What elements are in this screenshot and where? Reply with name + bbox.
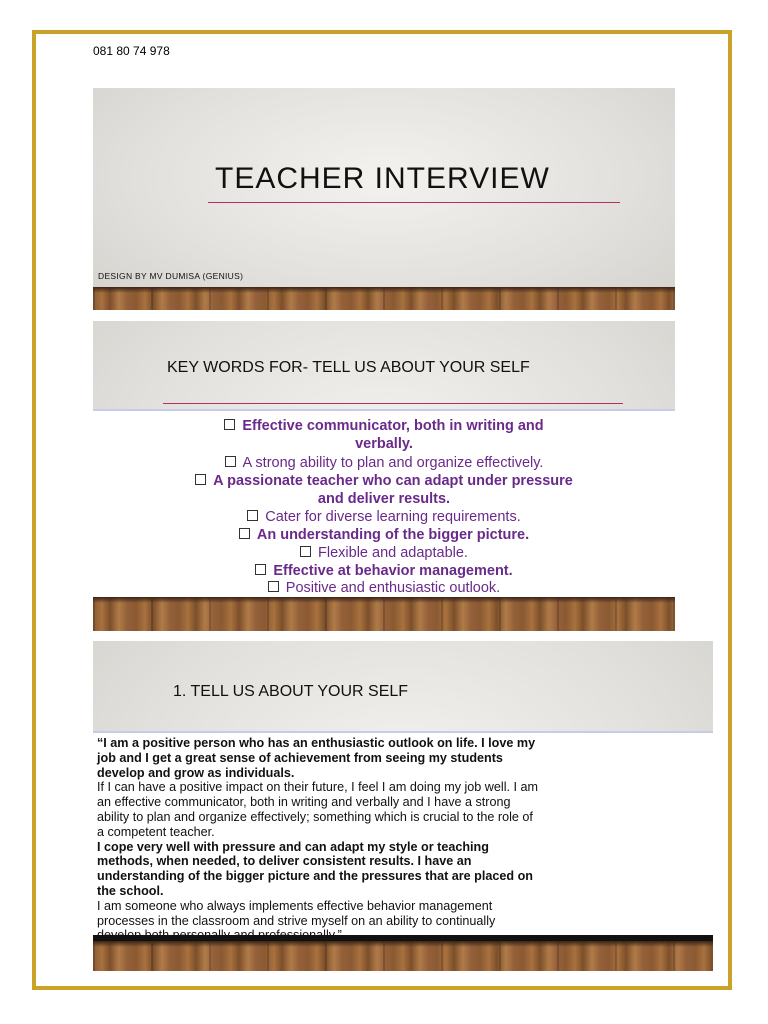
list-item: A strong ability to plan and organize effectively. [93, 455, 675, 472]
slide-title: 1. TELL US ABOUT YOUR SELF [173, 683, 409, 700]
design-credit: DESIGN BY MV DUMISA (GENIUS) [98, 271, 244, 281]
answer-line: a competent teacher. [97, 824, 215, 839]
checkbox-icon [247, 510, 258, 521]
list-item: A passionate teacher who can adapt under pressure [93, 473, 675, 490]
checkbox-icon [195, 474, 206, 485]
title-slide [93, 88, 675, 310]
answer-line: “I am a positive person who has an enthusiastic outlook on life. I love my [97, 736, 536, 750]
checkbox-icon [224, 419, 235, 430]
answer-slide [93, 641, 713, 971]
answer-line: job and I get a great sense of achievement from seeing my students [97, 750, 503, 765]
wood-floor [93, 941, 713, 971]
answer-line: the school. [97, 883, 164, 898]
title-underline [208, 202, 620, 203]
slide-title: KEY WORDS FOR- TELL US ABOUT YOUR SELF [167, 359, 530, 376]
list-item: Cater for diverse learning requirements. [93, 509, 675, 526]
list-item: and deliver results. [317, 491, 451, 507]
keywords-panel [93, 409, 675, 599]
answer-text [97, 736, 709, 943]
checkbox-icon [255, 564, 266, 575]
list-item: Positive and enthusiastic outlook. [93, 580, 675, 597]
answer-line: I am someone who always implements effective behavior management [97, 898, 493, 913]
answer-line: processes in the classroom and strive myself on an ability to continually [97, 913, 496, 928]
checkbox-icon [268, 581, 279, 592]
answer-line: understanding of the bigger picture and the pressures that are placed on [97, 869, 533, 884]
answer-line: I cope very well with pressure and can adapt my style or teaching [97, 839, 489, 854]
list-item: Effective at behavior management. [93, 563, 675, 580]
wood-floor [93, 597, 675, 631]
wood-floor [93, 287, 675, 310]
checkbox-icon [225, 456, 236, 467]
title-underline [163, 403, 623, 404]
list-item: verbally. [355, 436, 413, 452]
answer-line: ability to plan and organize effectively; something which is crucial to the role of [97, 809, 533, 824]
list-item: Flexible and adaptable. [93, 545, 675, 562]
answer-line: develop and grow as individuals. [97, 765, 295, 780]
answer-panel [93, 731, 713, 939]
answer-line: methods, when needed, to deliver consistent results. I have an [97, 854, 472, 869]
answer-line: If I can have a positive impact on their future, I feel I am doing my job well. I am [97, 780, 538, 795]
list-item: An understanding of the bigger picture. [93, 527, 675, 544]
list-item: Effective communicator, both in writing and [93, 418, 675, 435]
keywords-slide [93, 321, 675, 631]
checkbox-icon [239, 528, 250, 539]
checkbox-icon [300, 546, 311, 557]
slide-title: TEACHER INTERVIEW [215, 162, 550, 195]
phone-number: 081 80 74 978 [93, 44, 170, 58]
answer-line: an effective communicator, both in writing and verbally and I have a strong [97, 795, 511, 810]
